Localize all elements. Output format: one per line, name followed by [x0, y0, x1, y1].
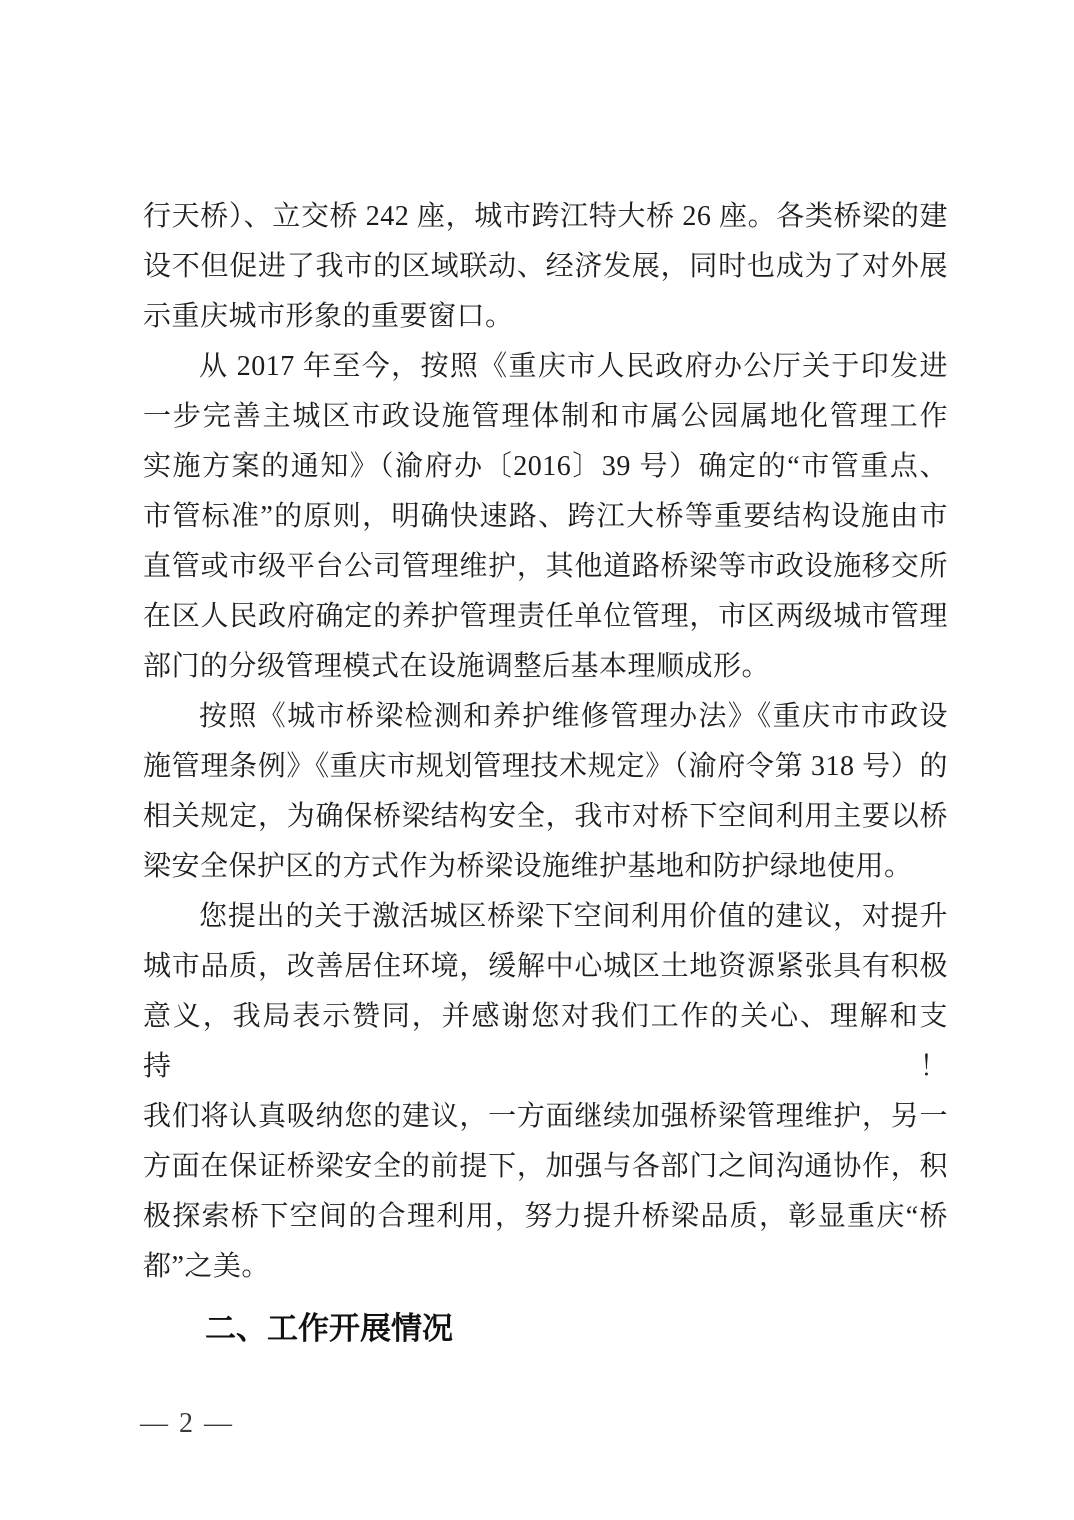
body-line: 行天桥）、立交桥 242 座，城市跨江特大桥 26 座。各类桥梁的建: [143, 201, 948, 232]
body-line: 市管标准”的原则，明确快速路、跨江大桥等重要结构设施由市: [143, 501, 948, 532]
body-line: 从 2017 年至今，按照《重庆市人民政府办公厅关于印发进: [199, 351, 948, 382]
body-line: 城市品质，改善居住环境，缓解中心城区土地资源紧张具有积极: [143, 951, 948, 982]
body-line: 施管理条例》《重庆市规划管理技术规定》（渝府令第 318 号）的: [143, 751, 948, 782]
body-line: 设不但促进了我市的区域联动、经济发展，同时也成为了对外展: [143, 251, 948, 282]
page-number: — 2 —: [140, 1408, 234, 1439]
body-line: 按照《城市桥梁检测和养护维修管理办法》《重庆市市政设: [199, 701, 948, 732]
body-line: 直管或市级平台公司管理维护，其他道路桥梁等市政设施移交所: [143, 551, 948, 582]
body-line: 实施方案的通知》（渝府办〔2016〕39 号）确定的“市管重点、: [143, 451, 948, 482]
body-line: 梁安全保护区的方式作为桥梁设施维护基地和防护绿地使用。: [143, 851, 913, 882]
body-line: 示重庆城市形象的重要窗口。: [143, 301, 514, 332]
page-footer: [140, 1406, 234, 1442]
body-line: 都”之美。: [143, 1251, 270, 1282]
document-body: [143, 192, 948, 1354]
body-line: 部门的分级管理模式在设施调整后基本理顺成形。: [143, 651, 771, 682]
body-line: 极探索桥下空间的合理利用，努力提升桥梁品质，彰显重庆“桥: [143, 1201, 948, 1232]
body-line: 意义，我局表示赞同，并感谢您对我们工作的关心、理解和支持！: [143, 1001, 948, 1082]
body-line: 您提出的关于激活城区桥梁下空间利用价值的建议，对提升: [199, 901, 948, 932]
section-heading: 二、工作开展情况: [205, 1311, 453, 1346]
body-line: 一步完善主城区市政设施管理体制和市属公园属地化管理工作: [143, 401, 948, 432]
body-line: 我们将认真吸纳您的建议，一方面继续加强桥梁管理维护，另一: [143, 1101, 948, 1132]
body-line: 相关规定，为确保桥梁结构安全，我市对桥下空间利用主要以桥: [143, 801, 948, 832]
body-line: 方面在保证桥梁安全的前提下，加强与各部门之间沟通协作，积: [143, 1151, 948, 1182]
body-line: 在区人民政府确定的养护管理责任单位管理，市区两级城市管理: [143, 601, 948, 632]
